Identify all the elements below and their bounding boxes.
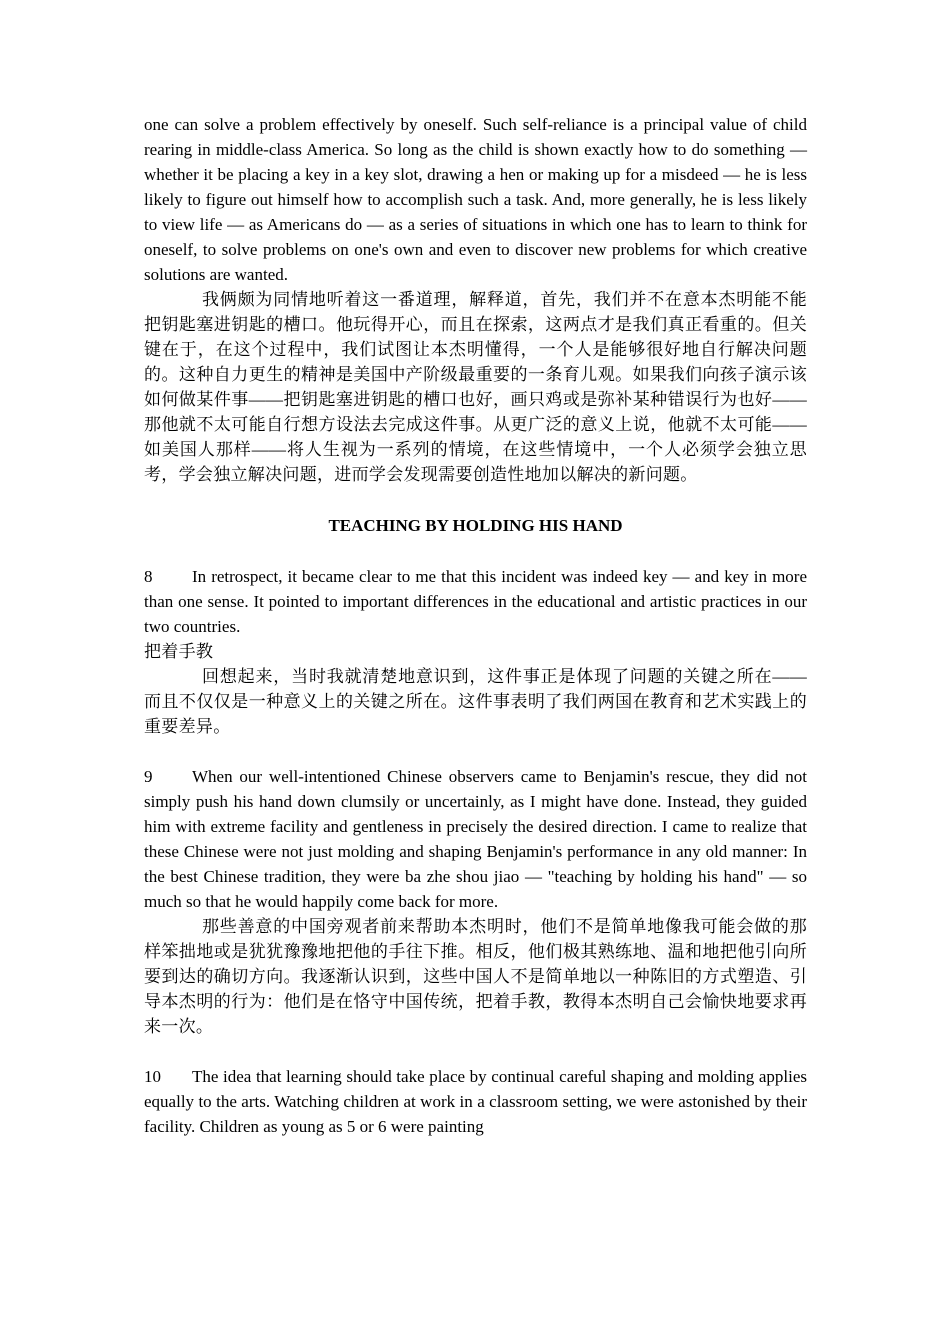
paragraph-number: 9 <box>144 767 153 786</box>
spacer <box>144 739 807 764</box>
section-heading: TEACHING BY HOLDING HIS HAND <box>328 516 623 535</box>
paragraph-9-text: When our well-intentioned Chinese observers came to Benjamin's rescue, they did not simply push his hand down clumsily or uncertainly, as I might have done. Instead, they guided him with extreme facility and gentleness in precisely the desired direction. I came to realize that these Chinese were not just molding and shaping Benjamin's performance in any old manner: In the best Chinese tradition, they were ba zhe shou jiao — "teaching by holding his hand" — so much so that he would happily come back for more. <box>144 767 807 911</box>
paragraph-10-english <box>144 1064 807 1139</box>
paragraph-8-text: In retrospect, it became clear to me that this incident was indeed key — and key in more than one sense. It pointed to important differences in the educational and artistic practices in our two countries. <box>144 567 807 636</box>
document-page <box>144 112 807 1139</box>
paragraph-9-chinese: 那些善意的中国旁观者前来帮助本杰明时，他们不是简单地像我可能会做的那样笨拙地或是犹犹豫豫地把他的手往下推。相反，他们极其熟练地、温和地把他引向所要到达的确切方向。我逐渐认识到，这些中国人不是简单地以一种陈旧的方式塑造、引导本杰明的行为：他们是在恪守中国传统，把着手教，教得本杰明自己会愉快地要求再来一次。 <box>144 917 807 1036</box>
paragraph-8-chinese: 回想起来，当时我就清楚地意识到，这件事正是体现了问题的关键之所在——而且不仅仅是一种意义上的关键之所在。这件事表明了我们两国在教育和艺术实践上的重要差异。 <box>144 667 807 736</box>
paragraph-7-english: one can solve a problem effectively by oneself. Such self-reliance is a principal value of child rearing in middle-class America. So long as the child is shown exactly how to do something — whether it be placing a key in a key slot, drawing a hen or making up for a misdeed — he is less likely to figure out himself how to accomplish such a task. And, more generally, he is less likely to view life — as Americans do — as a series of situations in which one has to learn to think for oneself, to solve problems on one's own and even to discover new problems for which creative solutions are wanted. <box>144 115 807 284</box>
paragraph-number: 8 <box>144 567 153 586</box>
paragraph-10-text: The idea that learning should take place by continual careful shaping and molding applies equally to the arts. Watching children at work in a classroom setting, we were astonished by their facility. Children as young as 5 or 6 were painting <box>144 1067 807 1136</box>
paragraph-7-chinese: 我俩颇为同情地听着这一番道理，解释道，首先，我们并不在意本杰明能不能把钥匙塞进钥匙的槽口。他玩得开心，而且在探索，这两点才是我们真正看重的。但关键在于，在这个过程中，我们试图让本杰明懂得，一个人是能够很好地自行解决问题的。这种自力更生的精神是美国中产阶级最重要的一条育儿观。如果我们向孩子演示该如何做某件事——把钥匙塞进钥匙的槽口也好，画只鸡或是弥补某种错误行为也好——那他就不太可能自行想方设法去完成这件事。从更广泛的意义上说，他就不太可能——如美国人那样——将人生视为一系列的情境，在这些情境中，一个人必须学会独立思考，学会独立解决问题，进而学会发现需要创造性地加以解决的新问题。 <box>144 290 807 484</box>
paragraph-number: 10 <box>144 1067 161 1086</box>
paragraph-8-english <box>144 564 807 639</box>
paragraph-9-english <box>144 764 807 914</box>
spacer <box>144 1039 807 1064</box>
section-heading-chinese: 把着手教 <box>144 642 214 661</box>
